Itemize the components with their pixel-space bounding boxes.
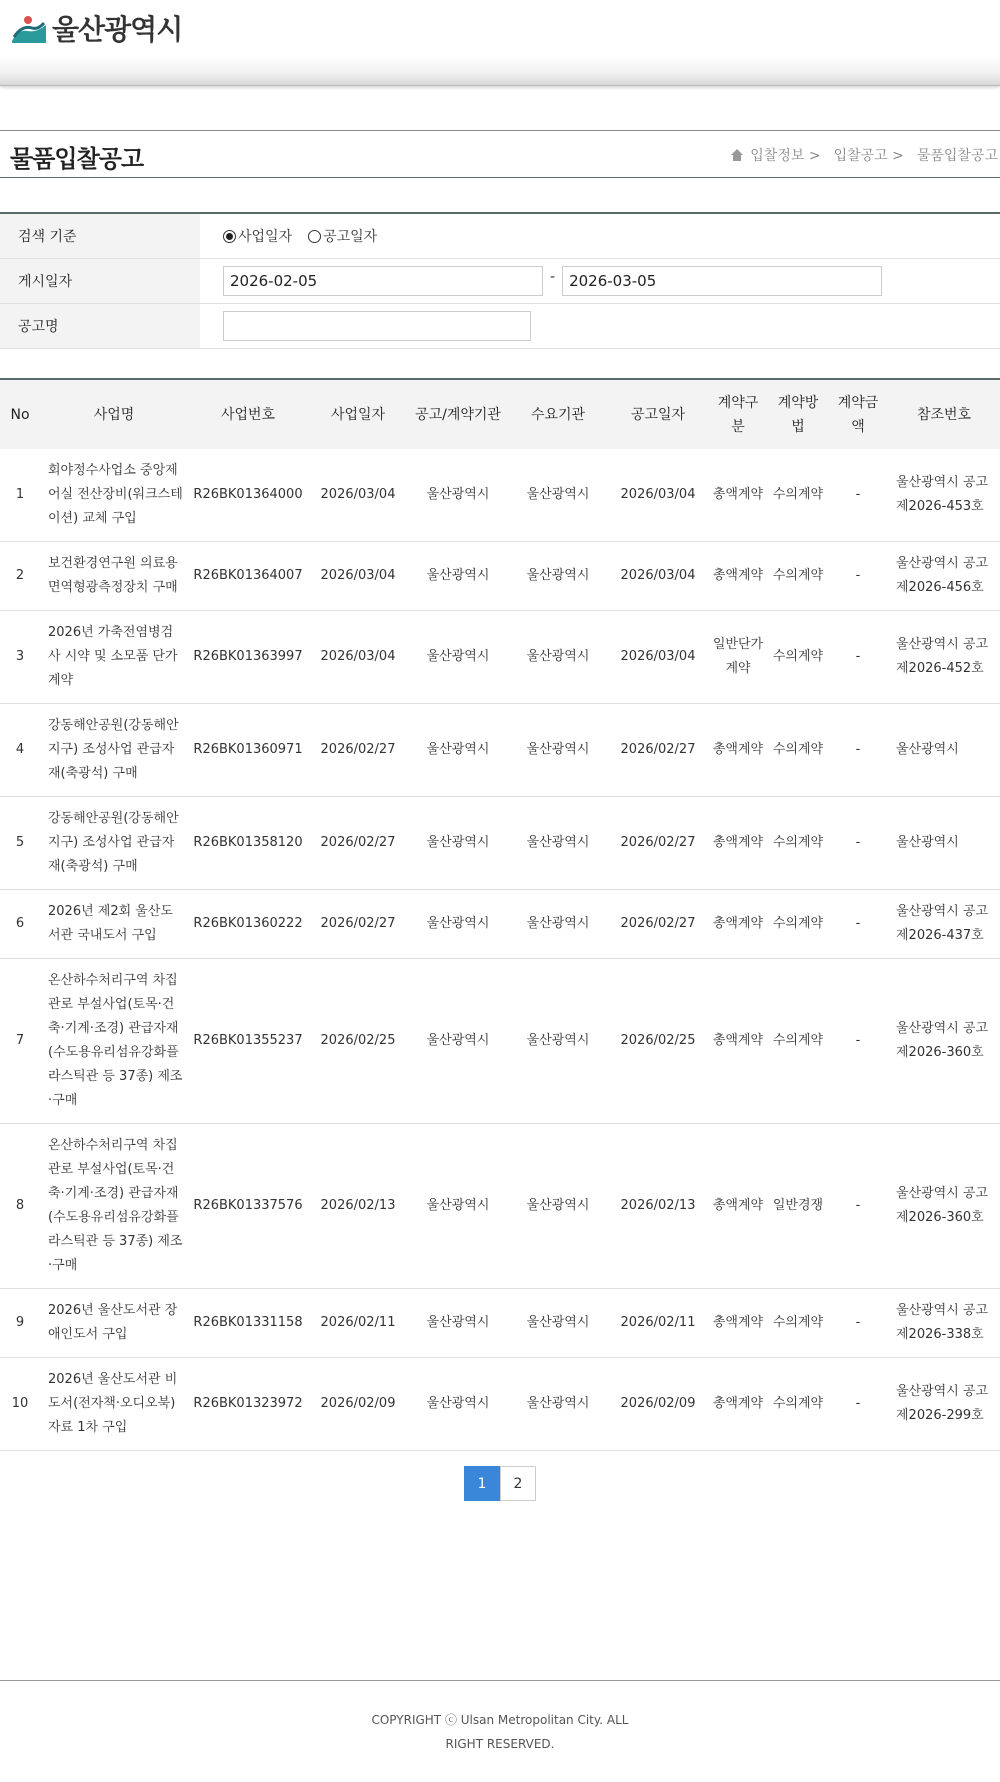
table-cell: - xyxy=(828,542,888,611)
page-2-button[interactable]: 2 xyxy=(500,1466,536,1501)
table-cell: 일반경쟁 xyxy=(768,1124,828,1289)
table-cell: 울산광역시 xyxy=(408,704,508,797)
table-cell: 울산광역시 xyxy=(508,542,608,611)
notice-title-link[interactable]: 2026년 가축전염병검사 시약 및 소모품 단가계약 xyxy=(40,611,188,704)
table-cell: 총액계약 xyxy=(708,1289,768,1358)
table-cell: 2026/03/04 xyxy=(608,449,708,542)
table-cell: 울산광역시 xyxy=(408,890,508,959)
table-cell: 1 xyxy=(0,449,40,542)
table-cell: 수의계약 xyxy=(768,542,828,611)
ulsan-logo-icon xyxy=(10,11,48,45)
table-cell: 울산광역시 xyxy=(508,1124,608,1289)
table-cell: R26BK01337576 xyxy=(188,1124,308,1289)
table-cell: 10 xyxy=(0,1358,40,1451)
table-cell: 7 xyxy=(0,959,40,1124)
table-cell: 울산광역시 xyxy=(408,1124,508,1289)
table-row[interactable] xyxy=(0,797,1000,890)
notice-title-link[interactable]: 2026년 제2회 울산도서관 국내도서 구입 xyxy=(40,890,188,959)
table-cell: 울산광역시 xyxy=(888,797,1000,890)
table-row[interactable] xyxy=(0,1289,1000,1358)
breadcrumb-current: 물품입찰공고 xyxy=(916,148,998,164)
table-cell: 2026/03/04 xyxy=(308,449,408,542)
table-cell: 수의계약 xyxy=(768,959,828,1124)
site-logo[interactable] xyxy=(10,8,182,48)
notice-name-row xyxy=(0,304,1000,349)
search-criteria-row xyxy=(0,214,1000,259)
table-cell: - xyxy=(828,449,888,542)
table-cell: 울산광역시 xyxy=(408,1358,508,1451)
table-cell: 2026/02/13 xyxy=(308,1124,408,1289)
table-cell: 울산광역시 xyxy=(408,959,508,1124)
table-cell: 울산광역시 xyxy=(508,449,608,542)
table-cell: R26BK01364007 xyxy=(188,542,308,611)
table-cell: R26BK01323972 xyxy=(188,1358,308,1451)
table-cell: 총액계약 xyxy=(708,797,768,890)
breadcrumb-item[interactable]: 입찰공고 > xyxy=(833,148,904,164)
table-cell: 2026/02/25 xyxy=(608,959,708,1124)
table-cell: - xyxy=(828,611,888,704)
table-cell: 2 xyxy=(0,542,40,611)
logo-text: 울산광역시 xyxy=(52,13,183,46)
search-criteria-label: 검색 기준 xyxy=(0,214,200,258)
table-cell: 2026/02/27 xyxy=(308,704,408,797)
notice-title-link[interactable]: 온산하수처리구역 차집관로 부설사업(토목·건축·기계·조경) 관급자재(수도용유리섬유강화플라스틱관 등 37종) 제조·구매 xyxy=(40,959,188,1124)
table-cell: 총액계약 xyxy=(708,890,768,959)
table-cell: 총액계약 xyxy=(708,704,768,797)
table-cell: 2026/02/27 xyxy=(608,890,708,959)
table-cell: 울산광역시 xyxy=(408,611,508,704)
table-cell: - xyxy=(828,890,888,959)
page-1-button[interactable]: 1 xyxy=(464,1466,500,1501)
notice-title-link[interactable]: 강동해안공원(강동해안지구) 조성사업 관급자재(축광석) 구매 xyxy=(40,704,188,797)
column-header: 참조번호 xyxy=(888,379,1000,449)
table-cell: 총액계약 xyxy=(708,1358,768,1451)
table-cell: 울산광역시 xyxy=(508,797,608,890)
table-cell: 6 xyxy=(0,890,40,959)
title-bar xyxy=(0,130,1000,178)
table-cell: 수의계약 xyxy=(768,704,828,797)
table-cell: 울산광역시 공고 제2026-453호 xyxy=(888,449,1000,542)
table-row[interactable] xyxy=(0,1358,1000,1451)
table-cell: 울산광역시 xyxy=(888,704,1000,797)
table-cell: 3 xyxy=(0,611,40,704)
breadcrumb xyxy=(730,145,998,165)
notice-title-link[interactable]: 강동해안공원(강동해안지구) 조성사업 관급자재(축광석) 구매 xyxy=(40,797,188,890)
site-header xyxy=(0,0,1000,56)
table-cell: R26BK01358120 xyxy=(188,797,308,890)
table-cell: 2026/02/13 xyxy=(608,1124,708,1289)
radio-label: 사업일자 xyxy=(238,229,293,245)
table-row[interactable] xyxy=(0,449,1000,542)
column-header: 수요기관 xyxy=(508,379,608,449)
table-cell: R26BK01355237 xyxy=(188,959,308,1124)
column-header: 공고/계약기관 xyxy=(408,379,508,449)
table-cell: 2026/02/27 xyxy=(608,797,708,890)
table-header-row xyxy=(0,379,1000,449)
table-cell: - xyxy=(828,1289,888,1358)
table-cell: 울산광역시 xyxy=(508,611,608,704)
column-header: No xyxy=(0,379,40,449)
table-cell: 수의계약 xyxy=(768,1289,828,1358)
table-cell: 총액계약 xyxy=(708,542,768,611)
table-cell: - xyxy=(828,797,888,890)
table-cell: 2026/02/27 xyxy=(608,704,708,797)
table-cell: 2026/02/11 xyxy=(308,1289,408,1358)
date-from-input[interactable] xyxy=(223,266,543,296)
radio-unselected-icon[interactable] xyxy=(308,230,321,243)
table-cell: 일반단가계약 xyxy=(708,611,768,704)
table-cell: 울산광역시 xyxy=(508,1289,608,1358)
table-cell: 2026/03/04 xyxy=(608,611,708,704)
table-cell: 2026/02/09 xyxy=(608,1358,708,1451)
notice-title-link[interactable]: 보건환경연구원 의료용 면역형광측정장치 구매 xyxy=(40,542,188,611)
table-cell: 울산광역시 공고 제2026-360호 xyxy=(888,1124,1000,1289)
notice-title-link[interactable]: 2026년 울산도서관 장애인도서 구입 xyxy=(40,1289,188,1358)
table-cell: R26BK01360971 xyxy=(188,704,308,797)
table-cell: 울산광역시 공고 제2026-452호 xyxy=(888,611,1000,704)
table-row[interactable] xyxy=(0,542,1000,611)
pagination xyxy=(464,1466,536,1501)
table-cell: R26BK01364000 xyxy=(188,449,308,542)
table-cell: 울산광역시 xyxy=(408,797,508,890)
table-cell: 2026/03/04 xyxy=(608,542,708,611)
table-cell: 울산광역시 xyxy=(508,890,608,959)
table-cell: 울산광역시 xyxy=(408,449,508,542)
table-cell: 울산광역시 xyxy=(408,1289,508,1358)
table-row[interactable] xyxy=(0,1124,1000,1289)
table-cell: 4 xyxy=(0,704,40,797)
table-cell: 울산광역시 공고 제2026-456호 xyxy=(888,542,1000,611)
table-cell: 9 xyxy=(0,1289,40,1358)
table-cell: - xyxy=(828,959,888,1124)
radio-business-date[interactable] xyxy=(223,226,292,246)
table-cell: 2026/03/04 xyxy=(308,542,408,611)
column-header: 사업명 xyxy=(40,379,188,449)
table-cell: 울산광역시 공고 제2026-360호 xyxy=(888,959,1000,1124)
page-title: 물품입찰공고 xyxy=(10,145,144,173)
date-range-label: 게시일자 xyxy=(0,259,200,303)
table-cell: 수의계약 xyxy=(768,449,828,542)
radio-notice-date[interactable] xyxy=(308,226,377,246)
bid-notice-table xyxy=(0,378,1000,1451)
table-cell: 수의계약 xyxy=(768,797,828,890)
table-row[interactable] xyxy=(0,704,1000,797)
table-row[interactable] xyxy=(0,611,1000,704)
table-cell: 2026/03/04 xyxy=(308,611,408,704)
table-cell: 2026/02/27 xyxy=(308,890,408,959)
table-cell: 2026/02/09 xyxy=(308,1358,408,1451)
table-cell: 울산광역시 공고 제2026-338호 xyxy=(888,1289,1000,1358)
radio-selected-icon[interactable] xyxy=(223,230,236,243)
table-cell: 총액계약 xyxy=(708,449,768,542)
table-cell: 2026/02/27 xyxy=(308,797,408,890)
table-cell: R26BK01331158 xyxy=(188,1289,308,1358)
site-footer xyxy=(0,1680,1000,1782)
column-header: 계약방법 xyxy=(768,379,828,449)
table-cell: R26BK01360222 xyxy=(188,890,308,959)
table-cell: 울산광역시 공고 제2026-299호 xyxy=(888,1358,1000,1451)
table-cell: 울산광역시 xyxy=(508,704,608,797)
column-header: 계약구분 xyxy=(708,379,768,449)
search-form xyxy=(0,212,1000,349)
date-range-row xyxy=(0,259,1000,304)
table-cell: 수의계약 xyxy=(768,611,828,704)
navigation-bar xyxy=(0,56,1000,86)
column-header: 공고일자 xyxy=(608,379,708,449)
column-header: 사업일자 xyxy=(308,379,408,449)
table-cell: 수의계약 xyxy=(768,1358,828,1451)
table-row[interactable] xyxy=(0,959,1000,1124)
table-cell: 5 xyxy=(0,797,40,890)
column-header: 계약금액 xyxy=(828,379,888,449)
copyright-text: COPYRIGHT ⓒ Ulsan Metropolitan City. ALL RIGHT RESERVED. xyxy=(371,1713,629,1751)
notice-name-label: 공고명 xyxy=(0,304,200,348)
radio-label: 공고일자 xyxy=(323,229,378,245)
date-to-input[interactable] xyxy=(562,266,882,296)
table-cell: 울산광역시 xyxy=(508,1358,608,1451)
notice-name-input[interactable] xyxy=(223,311,531,341)
table-cell: 울산광역시 xyxy=(408,542,508,611)
table-cell: 8 xyxy=(0,1124,40,1289)
table-cell: - xyxy=(828,704,888,797)
column-header: 사업번호 xyxy=(188,379,308,449)
table-row[interactable] xyxy=(0,890,1000,959)
table-cell: - xyxy=(828,1358,888,1451)
breadcrumb-item[interactable]: 입찰정보 > xyxy=(750,148,821,164)
table-cell: R26BK01363997 xyxy=(188,611,308,704)
notice-title-link[interactable]: 온산하수처리구역 차집관로 부설사업(토목·건축·기계·조경) 관급자재(수도용유리섬유강화플라스틱관 등 37종) 제조·구매 xyxy=(40,1124,188,1289)
table-cell: 2026/02/11 xyxy=(608,1289,708,1358)
notice-title-link[interactable]: 회야정수사업소 중앙제어실 전산장비(워크스테이션) 교체 구입 xyxy=(40,449,188,542)
table-cell: - xyxy=(828,1124,888,1289)
table-cell: 수의계약 xyxy=(768,890,828,959)
home-icon[interactable] xyxy=(730,148,744,162)
date-separator: - xyxy=(550,269,556,285)
table-cell: 총액계약 xyxy=(708,959,768,1124)
notice-title-link[interactable]: 2026년 울산도서관 비도서(전자책·오디오북) 자료 1차 구입 xyxy=(40,1358,188,1451)
table-cell: 2026/02/25 xyxy=(308,959,408,1124)
table-cell: 총액계약 xyxy=(708,1124,768,1289)
table-cell: 울산광역시 xyxy=(508,959,608,1124)
table-cell: 울산광역시 공고 제2026-437호 xyxy=(888,890,1000,959)
